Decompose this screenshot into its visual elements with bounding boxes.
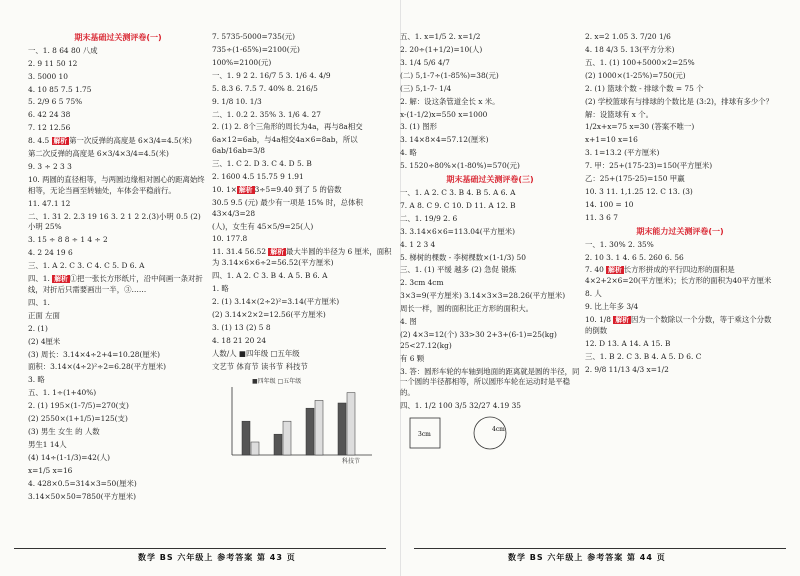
page-footer: 数学 BS 六年级上 参考答案 第 44 页 <box>508 553 666 562</box>
answer-line: 男生1 14人 <box>28 440 67 450</box>
square-label: 3cm <box>418 430 431 438</box>
answer-line: 3. (1) 13 (2) 5 8 <box>212 322 271 332</box>
chart-bar <box>347 392 355 454</box>
answer-line: 五、1. 1÷(1+40%) <box>28 388 97 398</box>
chart-bar <box>283 421 291 455</box>
answer-line: 期末能力过关测评卷(一) <box>636 226 724 236</box>
answer-list <box>585 32 775 375</box>
answer-line: 二、1. 19/9 2. 6 <box>400 213 458 223</box>
answer-line: 期末基础过关测评卷(三) <box>446 175 534 185</box>
answer-line: 4. 2 24 19 6 <box>28 248 73 258</box>
answer-line: 正面 左面 <box>28 310 60 320</box>
chart-bar <box>242 421 250 455</box>
chart-xlabel: 科技节 <box>342 457 361 465</box>
analysis-tag: 解析 <box>615 316 629 325</box>
answer-line: 5. 8.3 6. 7.5 7. 40% 8. 216/5 <box>212 83 318 93</box>
answer-line: 735÷(1-65%)=2100(元) <box>212 44 300 54</box>
answer-line: 五、1. x=1/5 2. x=1/2 <box>400 32 481 41</box>
answer-line: (3) 男生 女生 的 人数 <box>28 427 100 437</box>
answer-line: 3. 14×8×4=57.12(厘米) <box>400 135 489 145</box>
answer-line: 2. (1) 2. 8个三角形的周长为4a，再与8a相交 <box>212 122 363 132</box>
answer-line: 2. 9 11 50 12 <box>28 58 78 68</box>
answer-line: 一、1. 8 64 80 八成 <box>28 45 98 55</box>
answer-line: 100%=2100(元) <box>212 57 272 67</box>
answer-line: 8. 人 <box>585 289 602 299</box>
answer-line: 三、1. A 2. C 3. C 4. C 5. D 6. A <box>28 261 145 271</box>
answer-line: 2. 20÷(1+1/2)=10(人) <box>400 44 483 54</box>
circle-label: 4cm <box>492 425 505 433</box>
answer-line: 5. 梯树的棵数 - 李树棵数×(1-1/3) 50 <box>400 252 526 262</box>
answer-line: 四、1. 解析 ①把一张长方形纸片，沿中间画一条对折线，对折后只需要画出一半，③…… <box>28 274 203 294</box>
analysis-tag: 解析 <box>239 185 253 194</box>
chart-legend-text: ■四年级 □五年级 <box>252 377 302 385</box>
answer-line: 4. 图 <box>400 317 417 327</box>
answer-line: (2) 3.14×2×2=12.56(平方厘米) <box>212 309 326 319</box>
right-column-1 <box>400 32 580 547</box>
answer-line: 2. 9/8 11/13 4/3 x=1/2 <box>585 364 669 374</box>
answer-line: 二、1. 31 2. 2.3 19 16 3. 2 1 2 2.(3)小明 0.5 (2)小明 25% <box>28 211 201 232</box>
answer-line: 三、1. B 2. C 3. B 4. A 5. D 6. C <box>585 351 702 361</box>
answer-line: 6. 42 24 38 <box>28 110 71 120</box>
answer-line: (2) 1000×(1-25%)=750(元) <box>585 70 686 80</box>
answer-line: 3×3=9(平方厘米) 3.14×3×3=28.26(平方厘米) <box>400 291 566 301</box>
answer-line: 一、1. 30% 2. 35% <box>585 239 654 249</box>
answer-line: 周长一样，圆的面积比正方形的面积大。 <box>400 304 534 314</box>
answer-line: 四、1. <box>28 297 50 307</box>
answer-line: 3. 1=13.2 (平方厘米) <box>585 148 660 158</box>
bar-chart-figure <box>212 375 382 465</box>
answer-line: 3. 答：圆形车轮的车轴到地面的距离就是圆的半径，同一个圆的半径都相等，所以圆形车轮在运动时是平稳的。 <box>400 366 580 398</box>
answer-line: 11. 31.4 56.52 解析 最大半圆的半径为 6 厘米，面积为 3.14×6×6÷2=56.52(平方厘米) <box>212 247 392 268</box>
answer-line: 2. 10 3. 1 4. 6 5. 260 6. 56 <box>585 252 684 262</box>
answer-line: x-(1-1/2)x=550 x=1000 <box>400 109 488 119</box>
answer-line: 2. (1) <box>28 323 48 333</box>
answer-line: 4. 1 2 3 4 <box>400 239 436 249</box>
answer-line: 三、1. (1) 平缓 越多 (2) 急促 锻炼 <box>400 265 516 275</box>
answer-line: 14. 100 = 10 <box>585 199 634 209</box>
footer-divider <box>14 548 386 549</box>
answer-line: x=1/5 x=16 <box>28 465 73 475</box>
answer-line: 2. 1600 4.5 15.75 9 1.91 <box>212 171 304 181</box>
answer-line: 4. 10 85 7.5 1.75 <box>28 84 92 94</box>
chart-bar <box>274 434 282 455</box>
answer-line: 三、1. C 2. D 3. C 4. D 5. B <box>212 159 312 169</box>
answer-line: 1. 略 <box>212 284 229 294</box>
answer-line: 7. A 8. C 9. C 10. D 11. A 12. B <box>400 200 516 210</box>
answer-line: 10. 1/8 解析 因为一个数除以一个分数，等于乘这个分数的倒数 <box>585 315 772 335</box>
analysis-tag: 解析 <box>608 266 622 275</box>
answer-line: (4) 14÷(1-1/3)=42(人) <box>28 452 111 462</box>
chart-bar <box>306 408 314 455</box>
answer-line: 一、1. A 2. C 3. B 4. B 5. A 6. A <box>400 187 516 197</box>
answer-line: 9. 1/8 10. 1/3 <box>212 96 262 106</box>
analysis-tag: 解析 <box>270 248 285 257</box>
answer-line: 10. 177.8 <box>212 234 248 244</box>
answer-line: 3. 5000 10 <box>28 71 68 81</box>
answer-line: 11. 3 6 7 <box>585 212 618 222</box>
answer-line: 5. 1520÷80%×(1-80%)=570(元) <box>400 161 520 171</box>
answer-line: 3. 1/4 5/6 4/7 <box>400 57 450 67</box>
answer-line: 2. (1) 3.14×(2÷2)²=3.14(平方厘米) <box>212 297 340 307</box>
answer-line: 文艺节 体育节 读书节 科技节 <box>212 361 308 371</box>
answer-line: 4. 428×0.5=314×3=50(厘米) <box>28 478 137 488</box>
chart-bar <box>315 400 323 455</box>
answer-line: 10. 3 11. 1,1.25 12. C 13. (3) <box>585 187 693 197</box>
answer-line: 7. 40 解析 长方形拼成的平行四边形的面积是4×2+2×6=20(平方厘米)；长方形的面积为40平方厘米 <box>585 265 772 286</box>
answer-line: 1/2x+x=75 x=30 (答案不唯一) <box>585 122 695 132</box>
answer-line: 2. x=2 1.05 3. 7/20 1/6 <box>585 32 671 41</box>
analysis-tag: 解析 <box>54 275 68 284</box>
left-column-1 <box>28 32 208 547</box>
answer-line: 3. (1) 图形 <box>400 122 438 132</box>
answer-line: 10. 两圆的直径相等，与两圆边缘相对圆心的距离始终相等，无论当画至转轴处，车体会平稳前行。 <box>28 175 205 195</box>
answer-line: 人数/人 ■四年级 □五年级 <box>212 348 300 358</box>
answer-line: 五、1. (1) 100+5000×2=25% <box>585 57 695 67</box>
answer-line: 10. 1× 解析 3÷5=9.40 到了 5 的倍数 <box>212 184 342 194</box>
answer-line: 乙：25+(175-25)=150 甲赢 <box>585 174 685 184</box>
answer-line: 5. 2/9 6 5 75% <box>28 97 83 107</box>
footer-divider <box>414 548 786 549</box>
answer-line: 4. 18 4/3 5. 13(平方分米) <box>585 44 675 54</box>
chart-bar <box>338 403 346 455</box>
answer-line: 四、1. A 2. C 3. B 4. A 5. B 6. A <box>212 271 328 281</box>
answer-line: 二、1. 0.2 2. 35% 3. 1/6 4. 27 <box>212 109 321 119</box>
answer-line: 12. D 13. A 14. A 15. B <box>585 338 671 348</box>
answer-line: 解：设篮球有 x 个。 <box>585 109 653 119</box>
answer-line: x+1=10 x=16 <box>585 135 638 145</box>
answer-line: 3.14×50×50=7850(平方厘米) <box>28 491 136 501</box>
section-title: 期末基础过关测评卷(一) <box>74 33 162 42</box>
answer-line: (2) 学校篮球有与排球的个数比是 (3:2)，排球有多少个？ <box>585 96 774 106</box>
answer-line: 3. 略 <box>28 375 45 385</box>
answer-line: 30.5 9.5 (元) 最少有一项是 15% 时，总体积 43×4/3=28 <box>212 197 363 218</box>
answer-line: 一、1. 9 2 2. 16/7 5 3. 1/6 4. 4/9 <box>212 70 331 80</box>
answer-line: (2) 4厘米 <box>28 336 61 346</box>
answer-line: (三) 5,1-7- 1/4 <box>400 83 452 93</box>
right-column-2 <box>585 32 775 547</box>
answer-line: 第二次反弹的高度是 6×3/4×3/4=4.5(米) <box>28 149 169 159</box>
answer-line: 9. 比上年多 3/4 <box>585 302 639 312</box>
page-footer: 数学 BS 六年级上 参考答案 第 43 页 <box>138 553 296 562</box>
answer-line: 7. 甲：25+(175-23)=150(平方厘米) <box>585 161 713 171</box>
right-page <box>400 0 800 576</box>
answer-list <box>212 32 392 372</box>
answer-line: 2. 3cm 4cm <box>400 278 444 288</box>
answer-line: 2. (1) 篮球个数 - 排球个数 = 75 个 <box>585 83 704 93</box>
chart-bars <box>242 392 355 454</box>
answer-line: 有 6 颗 <box>400 353 425 363</box>
answer-line: 2. 解：设这条管道全长 x 米。 <box>400 96 500 106</box>
answer-line: 8. 4.5 解析 第一次反弹的高度是 6×3/4=4.5(米) <box>28 136 192 146</box>
answer-line: 7. 5735-5000=735(元) <box>212 32 295 41</box>
answer-line: (3) 周长：3.14×4÷2+4=10.28(厘米) <box>28 349 161 359</box>
analysis-tag: 解析 <box>53 137 68 146</box>
left-column-2 <box>212 32 392 547</box>
answer-line: 四、1. 1/2 100 3/5 32/27 4.19 35 <box>400 401 521 411</box>
answer-line: (2) 2550×(1+1/5)=125(支) <box>28 414 128 424</box>
answer-line: 2. (1) 195×(1-7/5)=270(支) <box>28 401 129 411</box>
answer-line: 面积：3.14×(4÷2)²÷2=6.28(平方厘米) <box>28 362 167 372</box>
answer-line: 4. 18 21 20 24 <box>212 335 267 345</box>
answer-line: 6a×12=6ab，与4a相交4a×6=8ab，所以6ab/16ab=3/8 <box>212 135 358 156</box>
answer-line: (二) 5,1-7÷(1-85%)=38(元) <box>400 70 499 80</box>
answer-line: 4. 略 <box>400 148 417 158</box>
answer-line: (人)，女生有 45×5/9=25(人) <box>212 221 314 231</box>
answer-list <box>28 46 208 503</box>
chart-bar <box>251 442 259 455</box>
answer-line: 3. 3.14×6×6=113.04(平方厘米) <box>400 226 516 236</box>
answer-line: 3. 15 ÷ 8 8 ÷ 1 4 ÷ 2 <box>28 235 108 245</box>
answer-line: 9. 3 ÷ 2 3 3 <box>28 162 72 172</box>
answer-list <box>400 32 580 412</box>
square-circle-figure <box>400 414 550 454</box>
answer-line: 11. 47.1 12 <box>28 198 71 208</box>
answer-line: (2) 4×3=12(个) 33>30 2+3+(6-1)=25(kg) 25<27.12(kg) <box>400 330 557 350</box>
answer-line: 7. 12 12.56 <box>28 123 71 133</box>
